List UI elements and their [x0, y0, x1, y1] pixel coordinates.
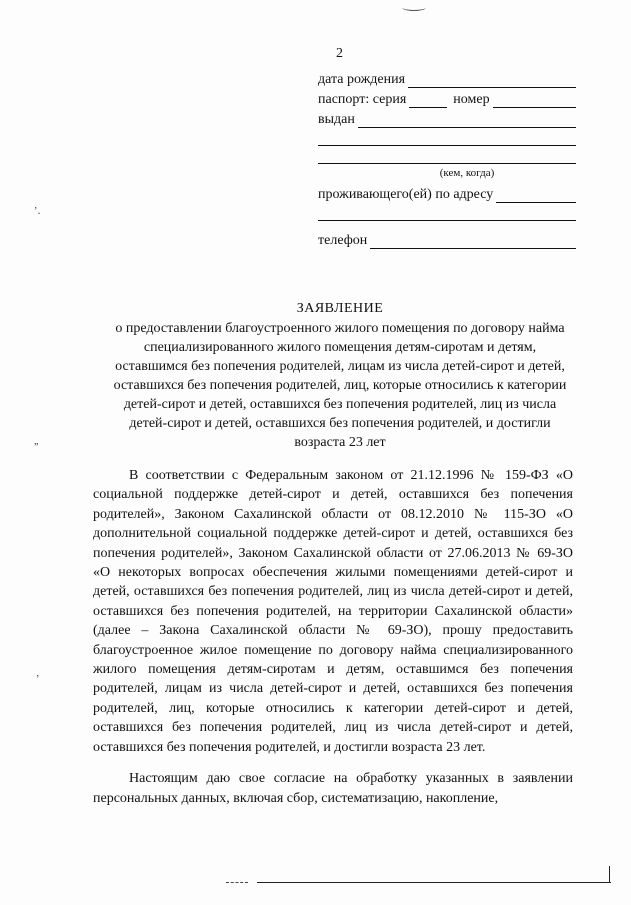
page-bottom-rule	[257, 882, 611, 883]
issued-row	[318, 108, 576, 128]
birth-date-row	[318, 68, 576, 88]
phone-row	[318, 229, 576, 249]
issued-label: выдан	[318, 112, 355, 127]
phone-label: телефон	[318, 233, 368, 248]
passport-number-field[interactable]	[493, 93, 576, 108]
body-paragraph-request: В соответствии с Федеральным законом от 21.12.1996 № 159-ФЗ «О социальной поддержке детей-сирот и детей, оставшихся без попечения родителей», Законом Сахалинской области от 08.12.2010 № 115-ЗО «О дополнительной социальной поддержке детей-сирот и детей, оставшихся без попечения родителей», Законом Сахалинской области от 27.06.2013 № 69-ЗО «О некоторых вопросах обеспечения жилыми помещениями детей-сирот и детей, оставшихся без попечения родителей, лиц из числа детей-сирот и детей, оставшихся без попечения родителей, на территории Сахалинской области» (далее – Закона Сахалинской области № 69-ЗО), прошу предоставить благоустроенное жилое помещение по договору найма специализированного жилого помещения детям-сиротам и детям, оставшимся без попечения родителей, лицам из числа детей-сирот и детей, оставшихся без попечения родителей, лиц, которые относились к категории детей-сирот и детей, оставшихся без попечения родителей, лиц из числа детей-сирот и детей, оставшихся без попечения родителей, и достигли возраста 23 лет.	[93, 468, 573, 755]
scan-mark	[226, 882, 248, 883]
scan-mark: ’․	[34, 206, 41, 217]
subtitle-line: оставшимся без попечения родителей, лицам из числа детей-сирот и детей,	[115, 359, 565, 374]
scan-mark	[402, 4, 426, 11]
passport-series-field[interactable]	[409, 93, 447, 108]
phone-field[interactable]	[370, 234, 576, 249]
birth-date-field[interactable]	[408, 73, 576, 88]
passport-number-label: номер	[453, 92, 490, 107]
address-label: проживающего(ей) по адресу	[318, 187, 494, 202]
page-number: 2	[336, 46, 343, 61]
issued-caption: (кем, когда)	[439, 167, 495, 179]
issued-field[interactable]	[358, 113, 576, 128]
address-field-line-2[interactable]	[318, 203, 576, 221]
document-title: ЗАЯВЛЕНИЕ	[296, 301, 384, 316]
scan-mark	[609, 866, 610, 882]
subtitle-line: возраста 23 лет	[294, 435, 386, 450]
document-body	[93, 466, 573, 808]
subtitle-line: детей-сирот и детей, оставшихся без попечения родителей, лиц из числа	[123, 397, 557, 412]
birth-date-label: дата рождения	[318, 72, 406, 87]
scan-mark: ”	[34, 442, 39, 453]
body-paragraph-consent: Настоящим даю свое согласие на обработку указанных в заявлении персональных данных, включая сбор, систематизацию, накопление,	[93, 771, 573, 806]
passport-row	[318, 88, 576, 108]
passport-series-label: паспорт: серия	[318, 92, 407, 107]
subtitle-line: специализированного жилого помещения детям-сиротам и детям,	[143, 340, 537, 355]
issued-field-line-2[interactable]	[318, 128, 576, 146]
subtitle-line: оставшихся без попечения родителей, лиц, которые относились к категории	[113, 378, 567, 393]
subtitle-line: о предоставлении благоустроенного жилого помещения по договору найма	[115, 321, 565, 336]
document-subtitle	[60, 319, 620, 452]
subtitle-line: детей-сирот и детей, оставшихся без попечения родителей, и достигли	[129, 416, 551, 431]
address-field[interactable]	[496, 188, 576, 203]
issued-field-line-3[interactable]	[318, 146, 576, 164]
address-row	[318, 183, 576, 203]
scan-mark: ‚	[36, 668, 40, 679]
applicant-form	[318, 68, 576, 249]
